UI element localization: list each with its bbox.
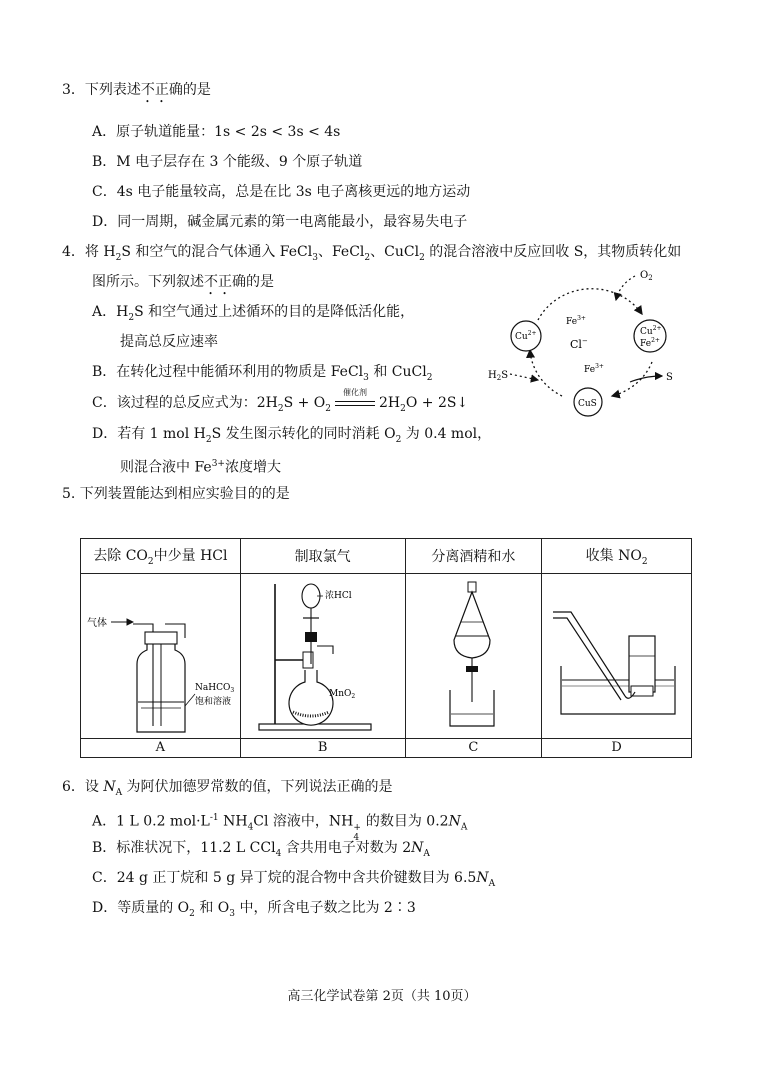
header-remove-hcl: 去除 $CO_2$中少量 HCl <box>81 539 241 574</box>
header-prepare-chlorine: 制取氯气 <box>240 539 405 574</box>
apparatus-c <box>405 574 542 739</box>
saturated-solution-label: 饱和溶液 <box>195 697 232 707</box>
q3-option-a: A．原子轨道能量：1s < 2s < 3s < 4s <box>92 124 341 140</box>
q3-option-d: D．同一周期，碱金属元素的第一电离能最小，最容易失电子 <box>92 214 468 230</box>
cu2-label: $Cu^{2+}$ <box>515 330 537 342</box>
q4-cycle-diagram <box>480 262 690 422</box>
cus-label: CuS <box>578 399 597 409</box>
q6-option-b: B．标准状况下，11.2 L CCl$_4$ 含共用电子对数为 $2N_A$ <box>92 840 430 859</box>
cu-fe-label-fe: $Fe^{2+}$ <box>640 337 660 349</box>
chloride-label: Cl− <box>570 337 588 351</box>
q4-option-a-line1: A．$H_2S$ 和空气通过上述循环的目的是降低活化能， <box>92 304 415 323</box>
q4-stem-line2: 图所示。下列叙述不正确的是 <box>92 274 274 290</box>
q4-option-d-line1: D．若有 1 mol $H_2S$ 发生图示转化的同时消耗 $O_2$ 为 0.4 mol， <box>92 426 492 445</box>
nahco3-label: NaHCO$_3$ <box>195 683 235 694</box>
q3-stem: 3．下列表述不正确的是 <box>62 82 211 98</box>
q6-option-a: A．1 L 0.2 $mol\cdot L^{-1}$ $NH_4Cl$ 溶液中，NH + 4 的数目为 $0.2N_A$ <box>92 813 468 843</box>
label-a: A <box>81 739 241 758</box>
apparatus-a <box>81 574 241 739</box>
catalyst-arrow: 催化剂 <box>335 401 375 406</box>
o2-label: $O_2$ <box>640 270 653 282</box>
q4-stem-line1: 4．将 $H_2S$ 和空气的混合气体通入 FeCl$_3$、FeCl$_2$、CuCl$_2$ 的混合溶液中反应回收 S，其物质转化如 <box>62 244 682 263</box>
cu-fe-label-cu: $Cu^{2+}$ <box>640 325 662 337</box>
q5-apparatus-table <box>80 538 692 758</box>
fe3-top-label: $Fe^{3+}$ <box>566 315 586 327</box>
mno2-label: MnO$_2$ <box>329 689 356 700</box>
apparatus-d <box>542 574 692 739</box>
q6-option-d: D．等质量的 $O_2$ 和 $O_3$ 中，所含电子数之比为 2∶3 <box>92 900 416 919</box>
conc-hcl-label: 浓HCl <box>325 591 352 601</box>
page-footer: 高三化学试卷第 2页（共 10页） <box>287 989 477 1004</box>
label-d: D <box>542 739 692 758</box>
q4-option-b: B．在转化过程中能循环利用的物质是 FeCl$_3$ 和 CuCl$_2$ <box>92 364 433 383</box>
q3-option-b: B．M 电子层存在 3 个能级、9 个原子轨道 <box>92 154 363 170</box>
gas-label: 气体 <box>87 618 108 629</box>
q6-option-c: C．24 g 正丁烷和 5 g 异丁烷的混合物中含共价键数目为 $6.5N_A$ <box>92 870 496 889</box>
q4-option-a-line2: 提高总反应速率 <box>120 334 218 350</box>
s-label: S <box>666 372 673 383</box>
q4-option-c: C．该过程的总反应式为：$2H_2S + O_2$ 催化剂 $2H_2O$ + 2S↓ <box>92 387 469 414</box>
q4-option-d-line2: 则混合液中 $Fe^{3+}$浓度增大 <box>120 459 281 476</box>
label-c: C <box>405 739 542 758</box>
label-b: B <box>240 739 405 758</box>
fe3-bottom-label: $Fe^{3+}$ <box>584 363 604 375</box>
h2s-label: $H_2S$ <box>488 370 509 382</box>
q6-stem: 6．设 $N_A$ 为阿伏加德罗常数的值，下列说法正确的是 <box>62 779 393 798</box>
q3-option-c: C．4s 电子能量较高，总是在比 3s 电子离核更远的地方运动 <box>92 184 471 200</box>
q5-stem: 5. 下列装置能达到相应实验目的的是 <box>62 486 290 502</box>
header-collect-no2: 收集 $NO_2$ <box>542 539 692 574</box>
apparatus-b <box>240 574 405 739</box>
header-separate: 分离酒精和水 <box>405 539 542 574</box>
